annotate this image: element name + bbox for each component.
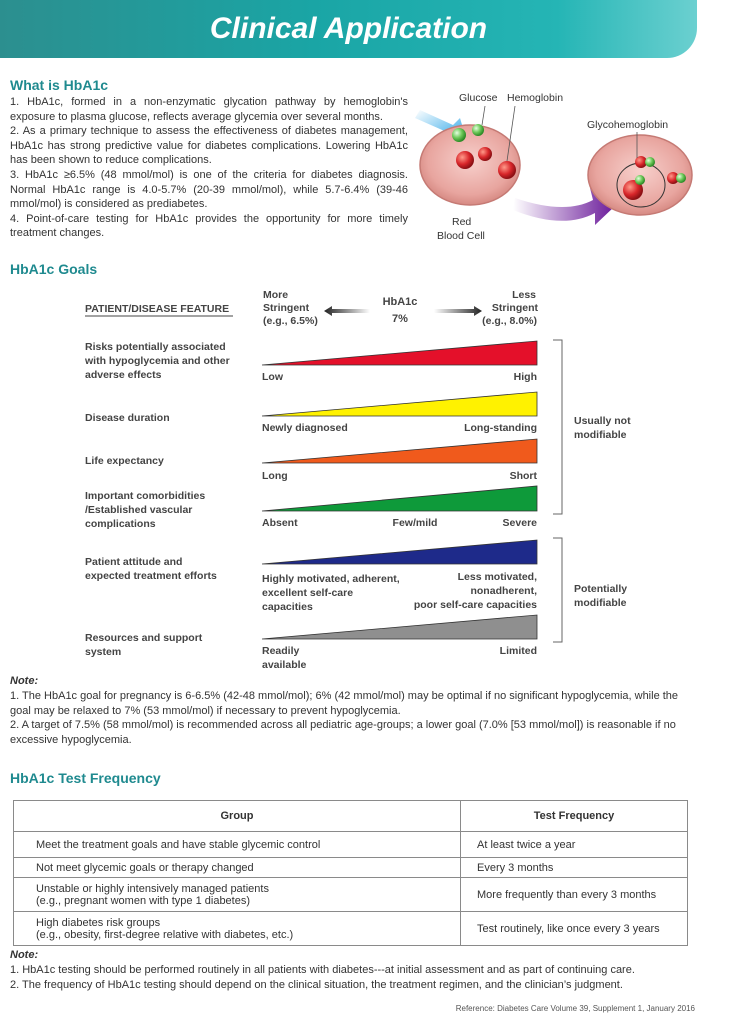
feature-label: complications (85, 518, 156, 530)
wedge-right-label: Less motivated, (457, 571, 537, 583)
note-item: 1. HbA1c testing should be performed routinely in all patients with diabetes---at initial assessment and as part of continuing care. (10, 964, 635, 976)
rbc-label-1: Red (452, 216, 472, 228)
group-text: Meet the treatment goals and have stable glycemic control (36, 838, 321, 851)
more-stringent-1: More (263, 289, 289, 301)
what-is-item: 2. As a primary technique to assess the effectiveness of diabetes management, HbA1c has strong predictive value for diabetes complications. Lowering HbA1c has been shown to reduce complications. (10, 125, 408, 167)
feature-label: Patient attitude and (85, 556, 183, 568)
reference: Reference: Diabetes Care Volume 39, Supplement 1, January 2016 (455, 1004, 695, 1013)
wedge-left-label: Readily (262, 645, 300, 657)
more-stringent-2: Stringent (263, 302, 310, 314)
arrow-left (324, 306, 370, 316)
glucose-ball (676, 173, 686, 183)
glucose-ball (472, 124, 484, 136)
feature-label: Disease duration (85, 412, 170, 424)
wedge-right-label: Long-standing (464, 422, 537, 434)
glucose-ball (452, 128, 466, 142)
frequency-table (13, 800, 688, 946)
note-item: 2. A target of 7.5% (58 mmol/mol) is recommended across all pediatric age-groups; a lower goal (7.0% [53 mmol/mol]) is reasonable if no excessive hypoglycemia. (10, 719, 676, 746)
bracket-potentially-modifiable (553, 538, 562, 642)
arrow-right (434, 306, 482, 316)
less-stringent-3: (e.g., 8.0%) (482, 315, 537, 327)
group-text: Not meet glycemic goals or therapy changed (36, 861, 254, 874)
feature-label: Life expectancy (85, 455, 164, 467)
frequency-cell: At least twice a year (461, 832, 688, 858)
rbc-label-2: Blood Cell (437, 230, 485, 242)
glycation-figure (415, 80, 715, 250)
what-is-item: 1. HbA1c, formed in a non-enzymatic glycation pathway by hemoglobin's exposure to plasma glucose, reflects average glycemia over several months. (10, 96, 408, 123)
wedge-right-label: Severe (502, 517, 537, 529)
wedge-left-label: available (262, 659, 307, 671)
note-title: Note: (10, 675, 39, 687)
wedge-right-label: poor self-care capacities (413, 599, 537, 611)
group-cell (14, 912, 461, 946)
what-is-list (10, 95, 408, 241)
bracket-not-modifiable (553, 340, 562, 514)
wedge-right-label: Limited (499, 645, 537, 657)
wedge-duration (262, 392, 537, 416)
group-text: Unstable or highly intensively managed patients (36, 882, 269, 895)
table-row (14, 912, 688, 946)
frequency-cell: Test routinely, like once every 3 years (461, 912, 688, 946)
wedge-left-label: capacities (262, 601, 313, 613)
wedge-attitude (262, 540, 537, 564)
wedge-comorbidities (262, 486, 537, 511)
group-label: Potentially (574, 583, 628, 595)
glycohemoglobin-label: Glycohemoglobin (587, 119, 669, 131)
table-header-row (14, 801, 688, 832)
feature-label: /Established vascular (85, 504, 193, 516)
feature-label: Risks potentially associated (85, 341, 226, 353)
page-title: Clinical Application (209, 12, 488, 45)
feature-label: expected treatment efforts (85, 570, 217, 582)
column-header-group: Group (14, 801, 461, 832)
group-cell (14, 878, 461, 912)
wedge-right-label: nonadherent, (470, 585, 537, 597)
wedge-mid-label: Few/mild (392, 517, 438, 529)
what-is-item: 3. HbA1c ≥6.5% (48 mmol/mol) is one of the criteria for diabetes diagnosis. Normal HbA1c range is 4.0-5.7% (20-39 mmol/mol), while 5.7-6.4% (39-46 mmol/mol) is considered as prediabetes. (10, 168, 408, 211)
wedge-hypoglycemia (262, 341, 537, 365)
note-item: 1. The HbA1c goal for pregnancy is 6-6.5% (42-48 mmol/mol); 6% (42 mmol/mol) may be optimal if no significant hypoglycemia, while the goal may be relaxed to 7% (53 mmol/mol) if necessary to prevent hypoglycemia. (10, 690, 679, 717)
table-row (14, 858, 688, 878)
hemoglobin-ball (478, 147, 492, 161)
hemoglobin-ball (498, 161, 516, 179)
frequency-cell: Every 3 months (461, 858, 688, 878)
glucose-ball (635, 175, 645, 185)
frequency-notes (10, 963, 700, 992)
what-is-item: 4. Point-of-care testing for HbA1c provides the opportunity for more timely treatment changes. (10, 212, 408, 240)
frequency-cell: More frequently than every 3 months (461, 878, 688, 912)
what-is-heading: What is HbA1c (10, 77, 109, 93)
wedge-resources (262, 615, 537, 639)
group-label: Usually not (574, 415, 631, 427)
glucose-label: Glucose (459, 92, 498, 104)
feature-header: PATIENT/DISEASE FEATURE (85, 303, 230, 315)
goals-diagram (0, 280, 750, 675)
wedge-right-label: Short (509, 470, 537, 482)
group-text: (e.g., obesity, first-degree relative with diabetes, etc.) (36, 928, 294, 941)
group-text: (e.g., pregnant women with type 1 diabetes) (36, 894, 251, 907)
goals-notes (10, 689, 700, 747)
wedge-left-label: excellent self-care (262, 587, 354, 599)
hba1c-center-2: 7% (392, 313, 408, 325)
group-cell (14, 858, 461, 878)
table-row (14, 832, 688, 858)
feature-label: adverse effects (85, 369, 162, 381)
wedge-left-label: Long (262, 470, 288, 482)
less-stringent-2: Stringent (491, 302, 538, 314)
wedge-left-label: Low (262, 371, 283, 383)
feature-label: Resources and support (85, 632, 203, 644)
feature-label: Important comorbidities (85, 490, 206, 502)
wedge-left-label: Absent (262, 517, 298, 529)
feature-label: with hypoglycemia and other (85, 355, 230, 367)
hemoglobin-label: Hemoglobin (507, 92, 564, 104)
wedge-left-label: Newly diagnosed (262, 422, 348, 434)
less-stringent-1: Less (512, 289, 536, 301)
more-stringent-3: (e.g., 6.5%) (263, 315, 318, 327)
glucose-ball (645, 157, 655, 167)
group-text: High diabetes risk groups (36, 916, 161, 929)
wedge-life-expectancy (262, 439, 537, 463)
hba1c-center-1: HbA1c (382, 296, 418, 308)
group-label: modifiable (574, 429, 627, 441)
frequency-heading: HbA1c Test Frequency (10, 770, 161, 786)
goals-heading: HbA1c Goals (10, 261, 98, 277)
group-cell (14, 832, 461, 858)
note-title: Note: (10, 949, 39, 961)
column-header-frequency: Test Frequency (461, 801, 688, 832)
note-item: 2. The frequency of HbA1c testing should depend on the clinical situation, the treatment regimen, and the clinician’s judgment. (10, 978, 623, 991)
feature-label: system (85, 646, 122, 658)
wedge-left-label: Highly motivated, adherent, (262, 573, 400, 585)
group-label: modifiable (574, 597, 627, 609)
hemoglobin-ball (456, 151, 474, 169)
table-row (14, 878, 688, 912)
wedge-right-label: High (513, 371, 537, 383)
